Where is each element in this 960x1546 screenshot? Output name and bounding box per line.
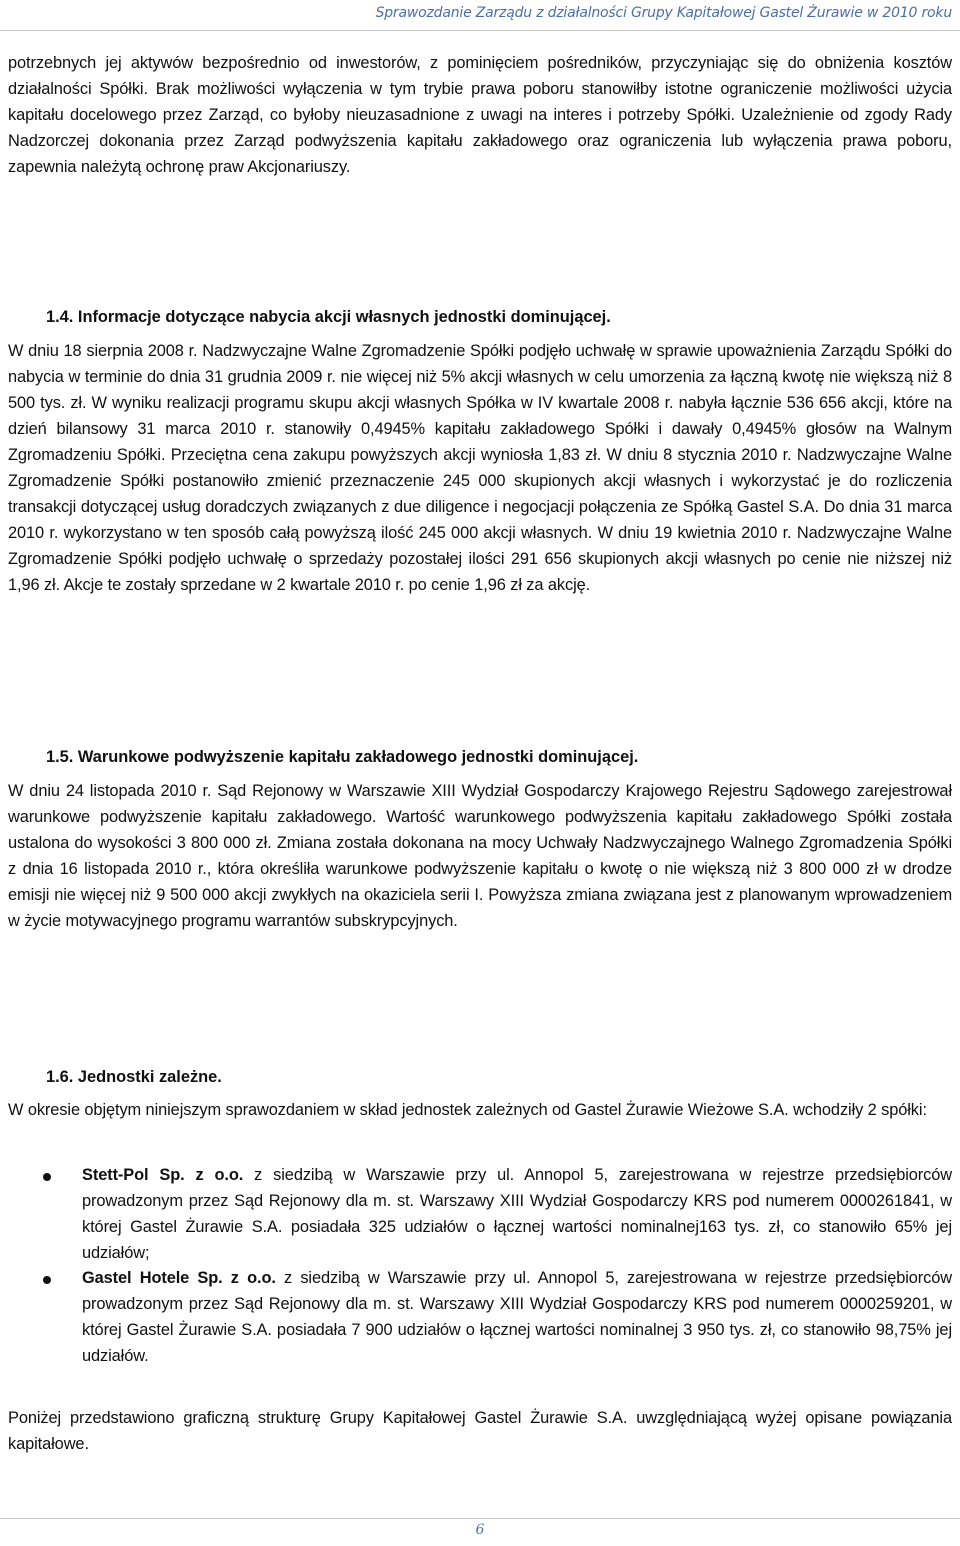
page-header: [0, 0, 960, 31]
header-title: Sprawozdanie Zarządu z działalności Grupy Kapitałowej Gastel Żurawie w 2010 roku: [375, 5, 952, 21]
company-description: z siedzibą w Warszawie przy ul. Annopol 5, zarejestrowana w rejestrze przedsiębiorców prowadzonym przez Sąd Rejonowy dla m. st. Warszawy XIII Wydział Gospodarczy KRS pod numerem 0000261841, w której Gastel Żurawie S.A. posiadała 325 udziałów o łącznej wartości nominalnej163 tys. zł, co stanowiło 65% jej udziałów;: [82, 1166, 952, 1262]
section-1-4-heading: 1.4. Informacje dotyczące nabycia akcji własnych jednostki dominującej.: [46, 308, 611, 326]
section-1-6-heading: 1.6. Jednostki zależne.: [46, 1068, 222, 1086]
list-item-text: [82, 1162, 952, 1266]
section-1-5-body: W dniu 24 listopada 2010 r. Sąd Rejonowy w Warszawie XIII Wydział Gospodarczy Krajowego Rejestru Sądowego zarejestrował warunkowe podwyższenie kapitału zakładowego. Wartość warunkowego podwyższenia kapitału zakładowego Spółki została ustalona do wysokości 3 800 000 zł. Zmiana została dokonana na mocy Uchwały Nadzwyczajnego Walnego Zgromadzenia Spółki z dnia 16 listopada 2010 r., która określiła warunkowe podwyższenie kapitału o kwotę o nie większą niż 3 800 000 zł w drodze emisji nie więcej niż 9 500 000 akcji zwykłych na okaziciela serii I. Powyższa zmiana związana jest z planowanym wprowadzeniem w życie motywacyjnego programu warrantów subskrypcyjnych.: [8, 782, 952, 930]
footer-divider: [0, 1518, 960, 1519]
section-1-6-closing: Poniżej przedstawiono graficzną strukturę Grupy Kapitałowej Gastel Żurawie S.A. uwzględniającą wyżej opisane powiązania kapitałowe.: [8, 1409, 952, 1453]
company-name: Gastel Hotele Sp. z o.o.: [82, 1269, 276, 1287]
bullet-icon: [43, 1173, 51, 1181]
page-number: 6: [475, 1522, 485, 1538]
company-description: z siedzibą w Warszawie przy ul. Annopol 5, zarejestrowana w rejestrze przedsiębiorców prowadzonym przez Sąd Rejonowy dla m. st. Warszawy XIII Wydział Gospodarczy KRS pod numerem 0000259201, w której Gastel Żurawie S.A. posiadała 7 900 udziałów o łącznej wartości nominalnej 3 950 tys. zł, co stanowiło 98,75% jej udziałów.: [82, 1269, 952, 1365]
company-name: Stett-Pol Sp. z o.o.: [82, 1166, 244, 1184]
bullet-icon: [43, 1276, 51, 1284]
section-1-6-intro: W okresie objętym niniejszym sprawozdaniem w skład jednostek zależnych od Gastel Żurawie Wieżowe S.A. wchodziły 2 spółki:: [8, 1101, 927, 1119]
intro-paragraph: potrzebnych jej aktywów bezpośrednio od inwestorów, z pominięciem pośredników, przyczyniając się do obniżenia kosztów działalności Spółki. Brak możliwości wyłączenia w tym trybie prawa poboru stanowiłby istotne ograniczenie możliwości użycia kapitału docelowego przez Zarząd, co byłoby nieuzasadnione z uwagi na interes i potrzeby Spółki. Uzależnienie od zgody Rady Nadzorczej dokonania przez Zarząd podwyższenia kapitału zakładowego oraz ograniczenia lub wyłączenia prawa poboru, zapewnia należytą ochronę praw Akcjonariuszy.: [8, 54, 952, 176]
section-1-5-heading: 1.5. Warunkowe podwyższenie kapitału zakładowego jednostki dominującej.: [46, 748, 639, 766]
section-1-4-body: W dniu 18 sierpnia 2008 r. Nadzwyczajne Walne Zgromadzenie Spółki podjęło uchwałę w sprawie upoważnienia Zarządu Spółki do nabycia w terminie do dnia 31 grudnia 2009 r. nie więcej niż 5% akcji własnych w celu umorzenia za łączną kwotę nie większą niż 8 500 tys. zł. W wyniku realizacji programu skupu akcji własnych Spółka w IV kwartale 2008 r. nabyła łącznie 536 656 akcji, które na dzień bilansowy 31 marca 2010 r. stanowiły 0,4945% kapitału zakładowego Spółki i dawały 0,4945% głosów na Walnym Zgromadzeniu Spółki. Przeciętna cena zakupu powyższych akcji wyniosła 1,83 zł. W dniu 8 stycznia 2010 r. Nadzwyczajne Walne Zgromadzenie Spółki postanowiło zmienić przeznaczenie 245 000 skupionych akcji własnych i wykorzystać je do rozliczenia transakcji dotyczącej usług doradczych związanych z due diligence i negocjacji połączenia ze Spółką Gastel S.A. Do dnia 31 marca 2010 r. wykorzystano w ten sposób całą powyższą ilość 245 000 akcji własnych. W dniu 19 kwietnia 2010 r. Nadzwyczajne Walne Zgromadzenie Spółki podjęło uchwałę o sprzedaży pozostałej ilości 291 656 skupionych akcji własnych po cenie nie niższej niż 1,96 zł. Akcje te zostały sprzedane w 2 kwartale 2010 r. po cenie 1,96 zł za akcję.: [8, 342, 952, 594]
list-item-text: [82, 1265, 952, 1369]
